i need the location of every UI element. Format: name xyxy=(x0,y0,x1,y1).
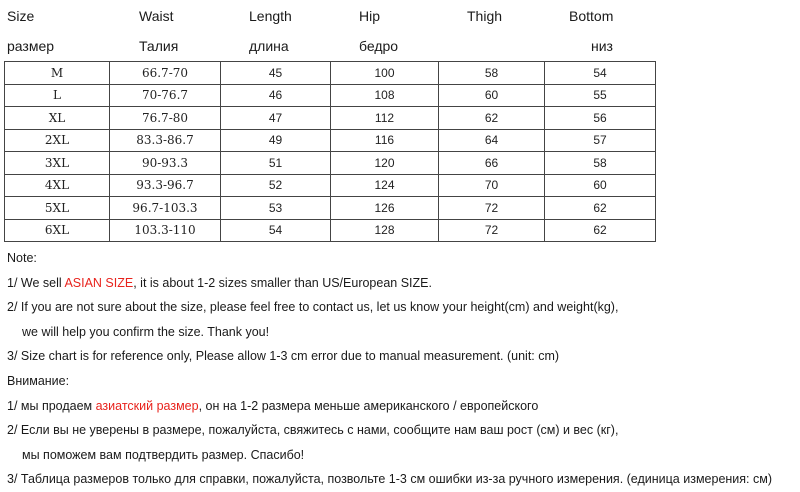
table-cell: 100 xyxy=(331,62,439,85)
note-line-3: 3/ Size chart is for reference only, Please allow 1-3 cm error due to manual measurement. (unit: cm) xyxy=(7,349,560,364)
table-row xyxy=(5,107,656,130)
table-row xyxy=(5,84,656,107)
table-cell: 64 xyxy=(439,129,545,152)
header-waist-ru: Талия xyxy=(139,38,179,54)
table-cell: 72 xyxy=(439,197,545,220)
size-cell: 5XL xyxy=(5,197,110,220)
table-cell: 53 xyxy=(221,197,331,220)
note-line-1 xyxy=(7,271,797,296)
table-row xyxy=(5,62,656,85)
table-cell: 56 xyxy=(545,107,656,130)
table-row xyxy=(5,219,656,242)
header-length-ru: длина xyxy=(249,38,289,54)
table-cell: 45 xyxy=(221,62,331,85)
table-row xyxy=(5,129,656,152)
table-cell: 60 xyxy=(439,84,545,107)
header-hip: Hip xyxy=(359,8,381,24)
header-bottom: Bottom xyxy=(569,8,614,24)
note-line-2b: we will help you confirm the size. Thank you! xyxy=(22,324,270,339)
table-cell: 62 xyxy=(545,197,656,220)
table-cell: 66 xyxy=(439,152,545,175)
table-cell: 120 xyxy=(331,152,439,175)
asian-size-highlight-ru: азиатский размер xyxy=(95,398,199,413)
table-cell: 72 xyxy=(439,219,545,242)
header-size: Size xyxy=(7,8,35,24)
table-row xyxy=(5,174,656,197)
size-cell: 6XL xyxy=(5,219,110,242)
size-cell: XL xyxy=(5,107,110,130)
size-chart-table xyxy=(4,61,656,242)
table-cell: 90-93.3 xyxy=(110,152,221,175)
note-ru-line-3: 3/ Таблица размеров только для справки, пожалуйста, позвольте 1-3 см ошибки из-за ручного измерения. (единица измерения: см) xyxy=(7,472,773,487)
note-1-text-end: , it is about 1-2 sizes smaller than US/European SIZE. xyxy=(133,275,432,290)
table-cell: 52 xyxy=(221,174,331,197)
header-bottom-ru: низ xyxy=(591,38,613,54)
note-ru-1-text: 1/ мы продаем xyxy=(7,398,96,413)
table-cell: 58 xyxy=(439,62,545,85)
table-cell: 96.7-103.3 xyxy=(110,197,221,220)
table-cell: 62 xyxy=(439,107,545,130)
notes-title-ru: Внимание: xyxy=(7,373,70,388)
table-cell: 83.3-86.7 xyxy=(110,129,221,152)
header-hip-ru: бедро xyxy=(359,38,399,54)
header-length: Length xyxy=(249,8,292,24)
size-cell: M xyxy=(5,62,110,85)
table-cell: 128 xyxy=(331,219,439,242)
table-cell: 112 xyxy=(331,107,439,130)
header-size-ru: размер xyxy=(7,38,55,54)
table-cell: 51 xyxy=(221,152,331,175)
size-cell: 2XL xyxy=(5,129,110,152)
table-row xyxy=(5,197,656,220)
size-cell: 3XL xyxy=(5,152,110,175)
note-ru-line-1 xyxy=(7,394,797,419)
table-cell: 126 xyxy=(331,197,439,220)
table-cell: 124 xyxy=(331,174,439,197)
header-waist: Waist xyxy=(139,8,174,24)
header-thigh: Thigh xyxy=(467,8,503,24)
table-cell: 49 xyxy=(221,129,331,152)
asian-size-highlight: ASIAN SIZE xyxy=(64,275,134,290)
size-cell: L xyxy=(5,84,110,107)
size-cell: 4XL xyxy=(5,174,110,197)
table-cell: 103.3-110 xyxy=(110,219,221,242)
table-cell: 54 xyxy=(221,219,331,242)
table-cell: 62 xyxy=(545,219,656,242)
table-cell: 58 xyxy=(545,152,656,175)
note-line-2: 2/ If you are not sure about the size, please feel free to contact us, let us know your height(cm) and weight(kg), xyxy=(7,300,619,315)
table-cell: 46 xyxy=(221,84,331,107)
note-ru-line-2: 2/ Если вы не уверены в размере, пожалуйста, свяжитесь с нами, сообщите нам ваш рост (см) и вес (кг), xyxy=(7,423,619,438)
table-cell: 76.7-80 xyxy=(110,107,221,130)
header-row-english xyxy=(0,8,800,34)
table-cell: 93.3-96.7 xyxy=(110,174,221,197)
table-row xyxy=(5,152,656,175)
notes-section xyxy=(7,246,797,492)
note-ru-1-text-end: , он на 1-2 размера меньше американского / европейского xyxy=(198,398,539,413)
table-cell: 47 xyxy=(221,107,331,130)
table-cell: 70-76.7 xyxy=(110,84,221,107)
note-1-text: 1/ We sell xyxy=(7,275,65,290)
table-cell: 116 xyxy=(331,129,439,152)
table-cell: 57 xyxy=(545,129,656,152)
table-cell: 60 xyxy=(545,174,656,197)
table-cell: 66.7-70 xyxy=(110,62,221,85)
table-cell: 70 xyxy=(439,174,545,197)
table-cell: 108 xyxy=(331,84,439,107)
table-cell: 55 xyxy=(545,84,656,107)
table-cell: 54 xyxy=(545,62,656,85)
notes-title: Note: xyxy=(7,251,37,265)
note-ru-line-2b: мы поможем вам подтвердить размер. Спасибо! xyxy=(22,447,305,462)
